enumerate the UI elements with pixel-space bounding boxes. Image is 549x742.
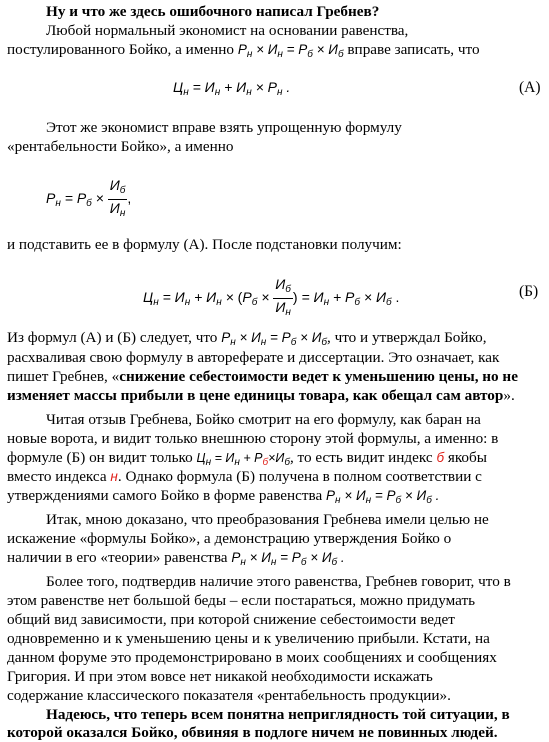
fraction-b: $\frac{И_б}{И_н}$ — [275, 276, 291, 318]
p2-line1: Этот же экономист вправе взять упрощенную формулу — [46, 119, 402, 136]
formula-a-label: (А) — [519, 79, 541, 96]
p1-line1: Любой нормальный экономист на основании равенства, — [46, 22, 409, 39]
p5-line5: утверждениями самого Бойко в форме равенства $Р_н \times И_н = Р_б \times И_б$ . — [7, 487, 440, 506]
formula-b: $Ц_н = И_н + И_н \times (Р_б$ × $\frac{И_б}{И_н}$ ) = $И_н + Р_б \times И_б$ . — [143, 276, 399, 321]
p4-line3: пишет Гребнев, «снижение себестоимости ведет к уменьшению цены, но не — [7, 368, 518, 385]
p1-line2: постулированного Бойко, а именно $Р_н \times И_н = Р_б \times И_б$ вправе записать, что — [7, 41, 480, 60]
p7-line1: Более того, подтвердив наличие этого равенства, Гребнев говорит, что в — [46, 573, 511, 590]
p7-line5: данном форуме это продемонстрировано в моих сообщениях и сообщениях — [7, 649, 497, 666]
fraction-ib-in: $\frac{И_б}{И_н}$ — [109, 177, 126, 219]
p6-line1: Итак, мною доказано, что преобразования Гребнева имели целью не — [46, 511, 489, 528]
p8-line1: Надеюсь, что теперь всем понятна неприглядность той ситуации, в — [46, 706, 510, 723]
p7-line6: Григория. И при этом вовсе нет никакой необходимости искажать — [7, 668, 433, 685]
index-n-highlight: н — [110, 469, 118, 484]
p7-line3: общий вид зависимости, при которой снижение себестоимости ведет — [7, 611, 455, 628]
formula-b-label: (Б) — [519, 283, 539, 300]
p5-line1: Читая отзыв Гребнева, Бойко смотрит на его формулу, как баран на — [46, 411, 481, 428]
p3: и подставить ее в формулу (А). После подстановки получим: — [7, 236, 402, 253]
p7-line2: этом равенстве нет большой беды – если постараться, можно придумать — [7, 592, 476, 609]
p5-line4: вместо индекса н. Однако формула (Б) получена в полном соответствии с — [7, 468, 482, 485]
heading: Ну и что же здесь ошибочного написал Гребнев? — [46, 3, 380, 20]
inline-equality-1: $Р_н \times И_н = Р_б \times И_б$ — [237, 42, 344, 60]
p4-line1: Из формул (А) и (Б) следует, что $Р_н \times И_н = Р_б \times И_б$, что и утверждал Бойко, — [7, 329, 487, 348]
p4-line4: изменяет массы прибыли в цене единицы товара, как обещал сам автор». — [7, 387, 515, 404]
p7-line4: одновременно и к уменьшению цены и к увеличению прибыли. Кстати, на — [7, 630, 490, 647]
p5-line2: новые ворота, и видит только внешнюю сторону этой формулы, а именно: в — [7, 430, 499, 447]
p2-line2: «рентабельности Бойко», а именно — [7, 138, 234, 155]
p6-line2: искажение «формулы Бойко», а демонстрацию утверждения Бойко о — [7, 530, 452, 547]
p7-line7: содержание классического показателя «рентабельность продукции». — [7, 687, 451, 704]
index-b-highlight: б — [436, 450, 445, 465]
formula-a: $Ц_н = И_н + И_н \times Р_н$ . — [173, 79, 291, 98]
p8-line2: которой оказался Бойко, обвиняя в подлоге ничем не повинных людей. — [7, 724, 498, 741]
p6-line3: наличии в его «теории» равенства $Р_н \times И_н = Р_б \times И_б$ . — [7, 549, 345, 568]
p5-line3: формуле (Б) он видит только $Ц_н = И_н + Р_б\times И_б$, то есть видит индекс б якобы — [7, 449, 487, 468]
formula-simplified: $Р_н = Р_б$ × $\frac{И_б}{И_н}$ , — [46, 177, 131, 222]
p4-line2: расхваливая свою формулу в автореферате и диссертации. Это означает, как — [7, 349, 500, 366]
